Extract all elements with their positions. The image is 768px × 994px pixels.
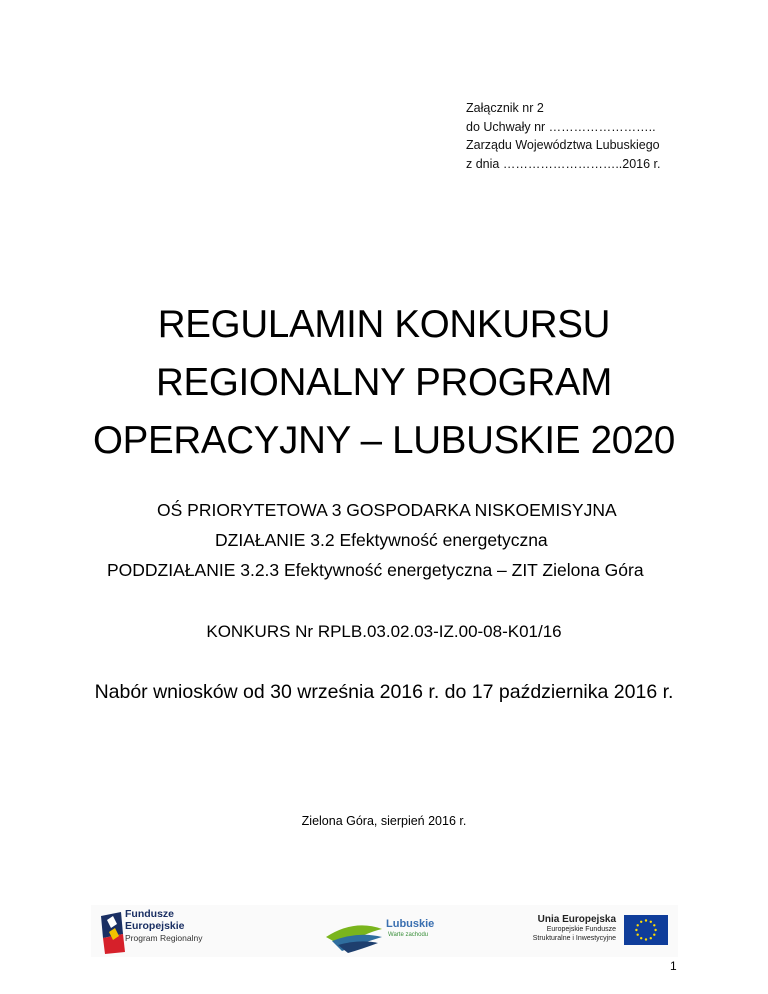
annex-board-line: Zarządu Województwa Lubuskiego — [466, 138, 660, 152]
fe-line-3: Program Regionalny — [125, 933, 203, 943]
annex-resolution-line: do Uchwały nr …………………….. — [466, 119, 656, 134]
logo-bar — [91, 905, 678, 957]
eu-flag-icon — [624, 915, 668, 945]
page-number: 1 — [670, 959, 677, 973]
action-line: DZIAŁANIE 3.2 Efektywność energetyczna — [215, 530, 548, 550]
eu-text — [533, 914, 616, 943]
fe-line-2: Europejskie — [125, 920, 185, 932]
fe-text — [125, 908, 202, 944]
lubuskie-name: Lubuskie — [386, 918, 435, 930]
contest-number: KONKURS Nr RPLB.03.02.03-IZ.00-08-K01/16 — [206, 622, 562, 641]
place-date: Zielona Góra, sierpień 2016 r. — [301, 814, 467, 828]
eu-line-1: Europejskie Fundusze — [546, 926, 616, 933]
annex-line: Załącznik nr 2 — [466, 101, 544, 115]
title-line-1: REGULAMIN KONKURSU — [157, 303, 611, 346]
intake-period: Nabór wniosków od 30 września 2016 r. do 17 października 2016 r. — [94, 681, 674, 703]
title-line-3: OPERACYJNY – LUBUSKIE 2020 — [92, 419, 676, 462]
annex-block — [466, 99, 661, 173]
document-title — [0, 296, 768, 470]
fe-line-1: Fundusze — [125, 908, 174, 920]
annex-date-line: z dnia ………………………..2016 r. — [466, 156, 661, 171]
title-line-2: REGIONALNY PROGRAM — [156, 361, 612, 404]
eu-line-2: Strukturalne i Inwestycyjne — [532, 935, 616, 942]
subaction-line: PODDZIAŁANIE 3.2.3 Efektywność energetyczna – ZIT Zielona Góra — [107, 560, 644, 580]
priority-axis: OŚ PRIORYTETOWA 3 GOSPODARKA NISKOEMISYJNA — [157, 500, 617, 520]
lubuskie-tagline: Warte zachodu — [388, 932, 429, 938]
eu-title: Unia Europejska — [537, 914, 616, 925]
